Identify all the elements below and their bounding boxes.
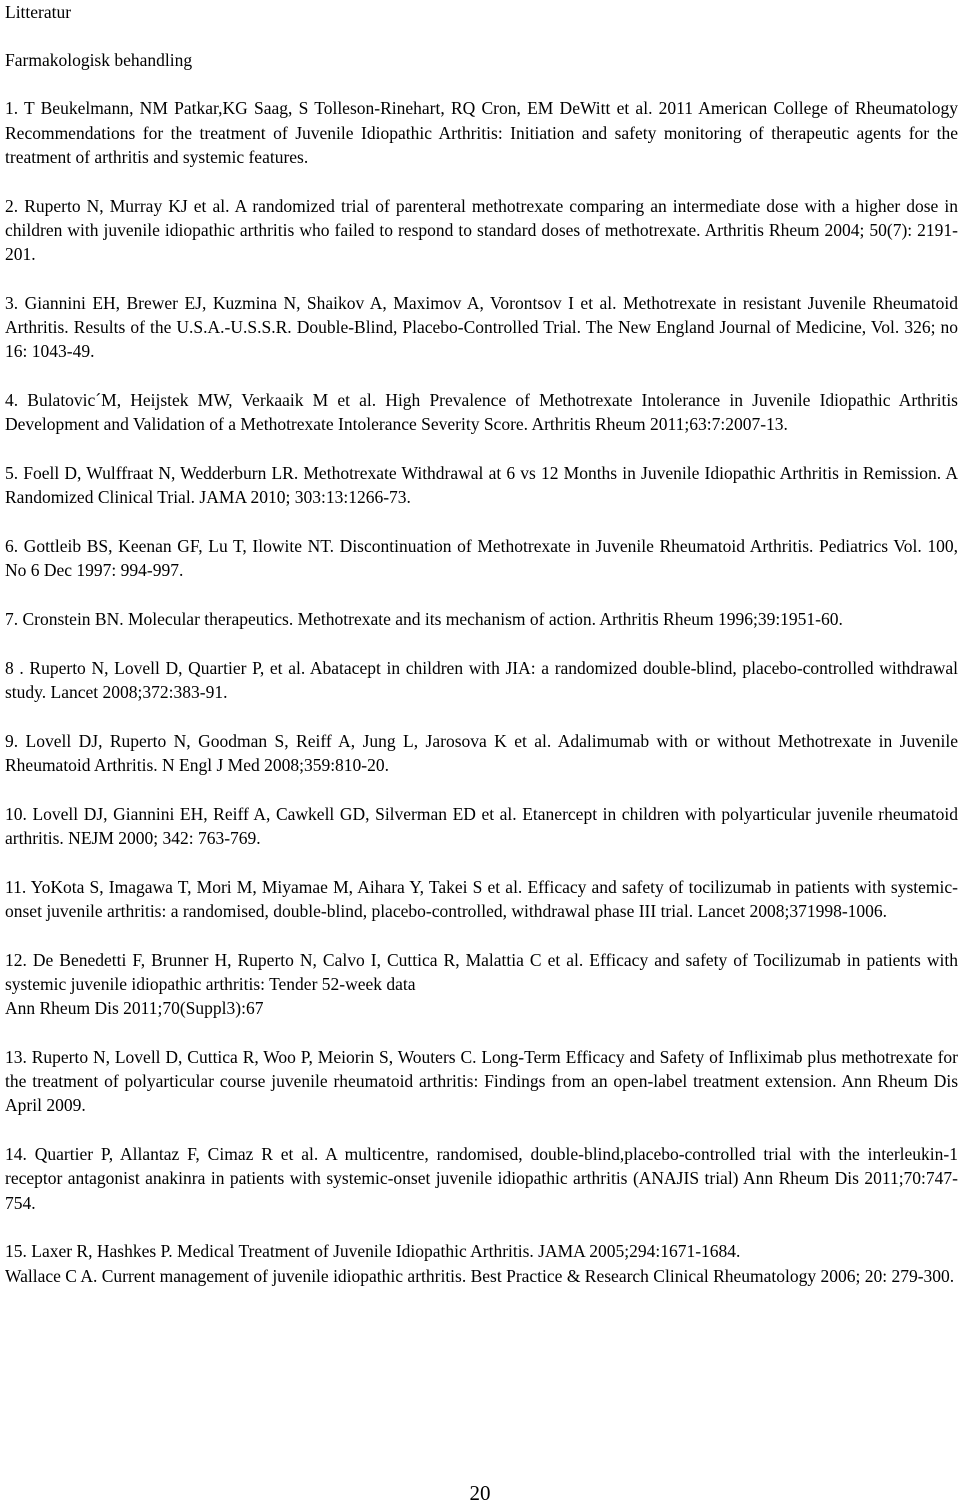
reference-item (5, 875, 958, 923)
reference-item (5, 1239, 958, 1287)
reference-item (5, 1142, 958, 1215)
reference-text: 13. Ruperto N, Lovell D, Cuttica R, Woo P, Meiorin S, Wouters C. Long-Term Efficacy and Safety of Infliximab plus methotrexate for the treatment of polyarticular course juvenile rheumatoid arthritis: Findings from an open-label treatment extension. Ann Rheum Dis April 2009. (5, 1047, 958, 1116)
reference-item (5, 291, 958, 364)
reference-list (5, 96, 958, 1287)
reference-text: 4. Bulatovic´M, Heijstek MW, Verkaaik M et al. High Prevalence of Methotrexate Intolerance in Juvenile Idiopathic Arthritis Development and Validation of a Methotrexate Intolerance Severity Score. Arthritis Rheum 2011;63:7:2007-13. (5, 390, 958, 435)
reference-text: 10. Lovell DJ, Giannini EH, Reiff A, Cawkell GD, Silverman ED et al. Etanercept in children with polyarticular juvenile rheumatoid arthritis. NEJM 2000; 342: 763-769. (5, 803, 958, 849)
reference-item (5, 194, 958, 267)
reference-item (5, 388, 958, 436)
section-subheading: Farmakologisk behandling (5, 50, 193, 71)
reference-text: 1. T Beukelmann, NM Patkar,KG Saag, S Tolleson-Rinehart, RQ Cron, EM DeWitt et al. 2011 American College of Rheumatology Recommendations for the treatment of Juvenile Idiopathic Arthritis: Initiation and safety monitoring of therapeutic agents for the treatment of arthritis and systemic features. (5, 98, 958, 167)
page-heading: Litteratur (5, 2, 72, 22)
reference-item (5, 461, 958, 509)
reference-item (5, 729, 958, 777)
reference-item (5, 1045, 958, 1118)
reference-item (5, 96, 958, 169)
reference-text-continuation: Ann Rheum Dis 2011;70(Suppl3):67 (5, 998, 264, 1019)
reference-item (5, 534, 958, 582)
reference-text: 2. Ruperto N, Murray KJ et al. A randomized trial of parenteral methotrexate comparing an intermediate dose with a higher dose in children with juvenile idiopathic arthritis who failed to respond to standard doses of methotrexate. Arthritis Rheum 2004; 50(7): 2191-201. (5, 195, 958, 265)
reference-text: 14. Quartier P, Allantaz F, Cimaz R et al. A multicentre, randomised, double-blind,placebo-controlled trial with the interleukin-1 receptor antagonist anakinra in patients with systemic-onset juvenile idiopathic arthritis (ANAJIS trial) Ann Rheum Dis 2011;70:747-754. (5, 1144, 958, 1213)
reference-text-continuation: Wallace C A. Current management of juvenile idiopathic arthritis. Best Practice & Research Clinical Rheumatology 2006; 20: 279-300. (5, 1265, 955, 1286)
reference-item (5, 802, 958, 850)
reference-text: 15. Laxer R, Hashkes P. Medical Treatment of Juvenile Idiopathic Arthritis. JAMA 2005;294:1671-1684. (5, 1241, 741, 1262)
reference-text: 11. YoKota S, Imagawa T, Mori M, Miyamae M, Aihara Y, Takei S et al. Efficacy and safety of tocilizumab in patients with systemic-onset juvenile arthritis: a randomised, double-blind, placebo-controlled, withdrawal phase III trial. Lancet 2008;371998-1006. (5, 876, 958, 922)
reference-item (5, 948, 958, 1021)
reference-text: 5. Foell D, Wulffraat N, Wedderburn LR. Methotrexate Withdrawal at 6 vs 12 Months in Juvenile Idiopathic Arthritis in Remission. A Randomized Clinical Trial. JAMA 2010; 303:13:1266-73. (5, 463, 958, 508)
reference-item (5, 656, 958, 704)
reference-text: 12. De Benedetti F, Brunner H, Ruperto N, Calvo I, Cuttica R, Malattia C et al. Efficacy and safety of Tocilizumab in patients with systemic juvenile idiopathic arthritis: Tender 52-week data (5, 949, 958, 995)
page-number: 20 (469, 1481, 491, 1505)
reference-item (5, 607, 958, 631)
reference-text: 8 . Ruperto N, Lovell D, Quartier P, et al. Abatacept in children with JIA: a randomized double-blind, placebo-controlled withdrawal study. Lancet 2008;372:383-91. (5, 657, 958, 703)
document-page (5, 0, 958, 1312)
reference-text: 7. Cronstein BN. Molecular therapeutics. Methotrexate and its mechanism of action. Arthritis Rheum 1996;39:1951-60. (5, 609, 843, 630)
reference-text: 6. Gottleib BS, Keenan GF, Lu T, Ilowite NT. Discontinuation of Methotrexate in Juvenile Rheumatoid Arthritis. Pediatrics Vol. 100, No 6 Dec 1997: 994-997. (5, 536, 958, 581)
reference-text: 9. Lovell DJ, Ruperto N, Goodman S, Reiff A, Jung L, Jarosova K et al. Adalimumab with or without Methotrexate in Juvenile Rheumatoid Arthritis. N Engl J Med 2008;359:810-20. (5, 730, 958, 776)
reference-text: 3. Giannini EH, Brewer EJ, Kuzmina N, Shaikov A, Maximov A, Vorontsov I et al. Methotrexate in resistant Juvenile Rheumatoid Arthritis. Results of the U.S.A.-U.S.S.R. Double-Blind, Placebo-Controlled Trial. The New England Journal of Medicine, Vol. 326; no 16: 1043-49. (5, 292, 958, 362)
